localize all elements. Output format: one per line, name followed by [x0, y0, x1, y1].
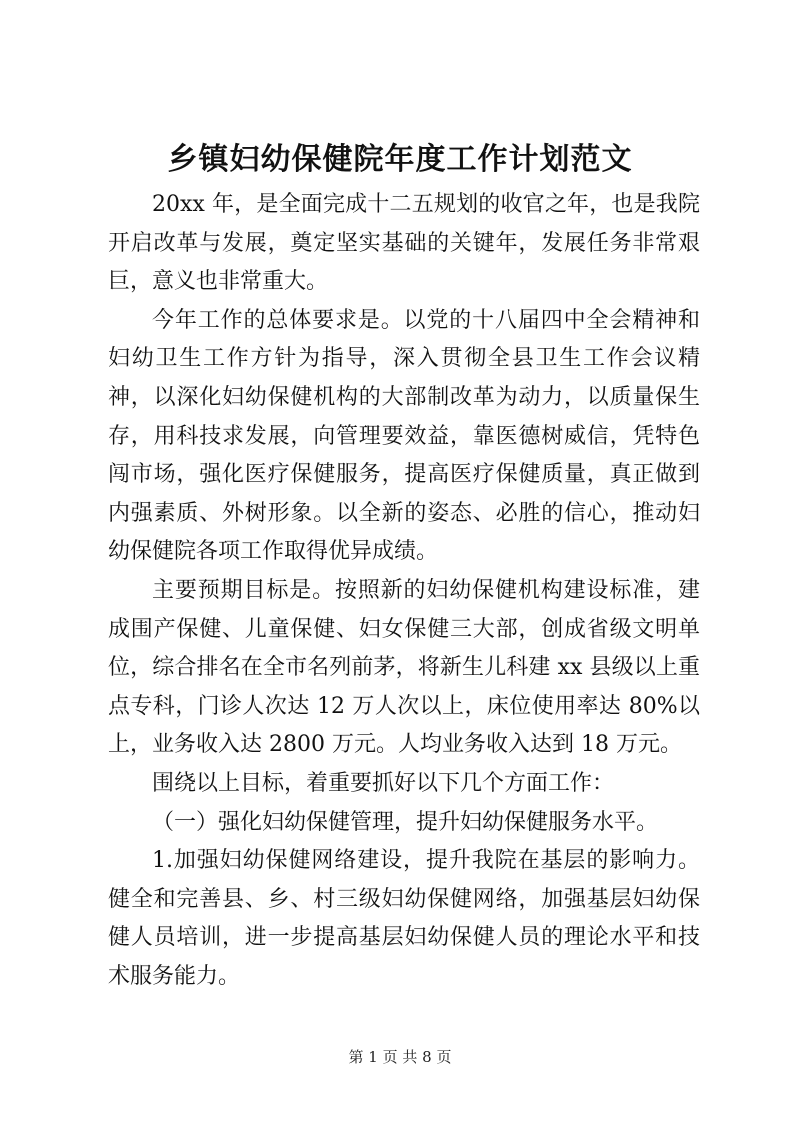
paragraph-network-building: 1.加强妇幼保健网络建设，提升我院在基层的影响力。健全和完善县、乡、村三级妇幼保健网络，加强基层妇幼保健人员培训，进一步提高基层妇幼保健人员的理论水平和技术服务能力。	[108, 848, 700, 989]
document-title: 乡镇妇幼保健院年度工作计划范文	[167, 142, 633, 177]
paragraph-expected-goals: 主要预期目标是。按照新的妇幼保健机构建设标准，建成围产保健、儿童保健、妇女保健三大部，创成省级文明单位，综合排名在全市名列前茅，将新生儿科建 xx 县级以上重点专科，门诊人次达 12 万人次以上，床位使用率达 80%以上，业务收入达 2800 万元。人均业务收入达到 18 万元。	[108, 577, 700, 758]
paragraph-general-requirements: 今年工作的总体要求是。以党的十八届四中全会精神和妇幼卫生工作方针为指导，深入贯彻全县卫生工作会议精神，以深化妇幼保健机构的大部制改革为动力，以质量保生存，用科技求发展，向管理要效益，靠医德树威信，凭特色闯市场，强化医疗保健服务，提高医疗保健质量，真正做到内强素质、外树形象。以全新的姿态、必胜的信心，推动妇幼保健院各项工作取得优异成绩。	[108, 307, 700, 565]
page-footer: 第 1 页 共 8 页	[348, 1048, 452, 1066]
paragraph-focus-areas: 围绕以上目标，着重要抓好以下几个方面工作：	[152, 770, 615, 796]
section-heading-1: （一）强化妇幼保健管理，提升妇幼保健服务水平。	[152, 809, 659, 835]
document-body	[108, 186, 700, 996]
paragraph-intro: 20xx 年，是全面完成十二五规划的收官之年，也是我院开启改革与发展，奠定坚实基础的关键年，发展任务非常艰巨，意义也非常重大。	[108, 192, 700, 295]
